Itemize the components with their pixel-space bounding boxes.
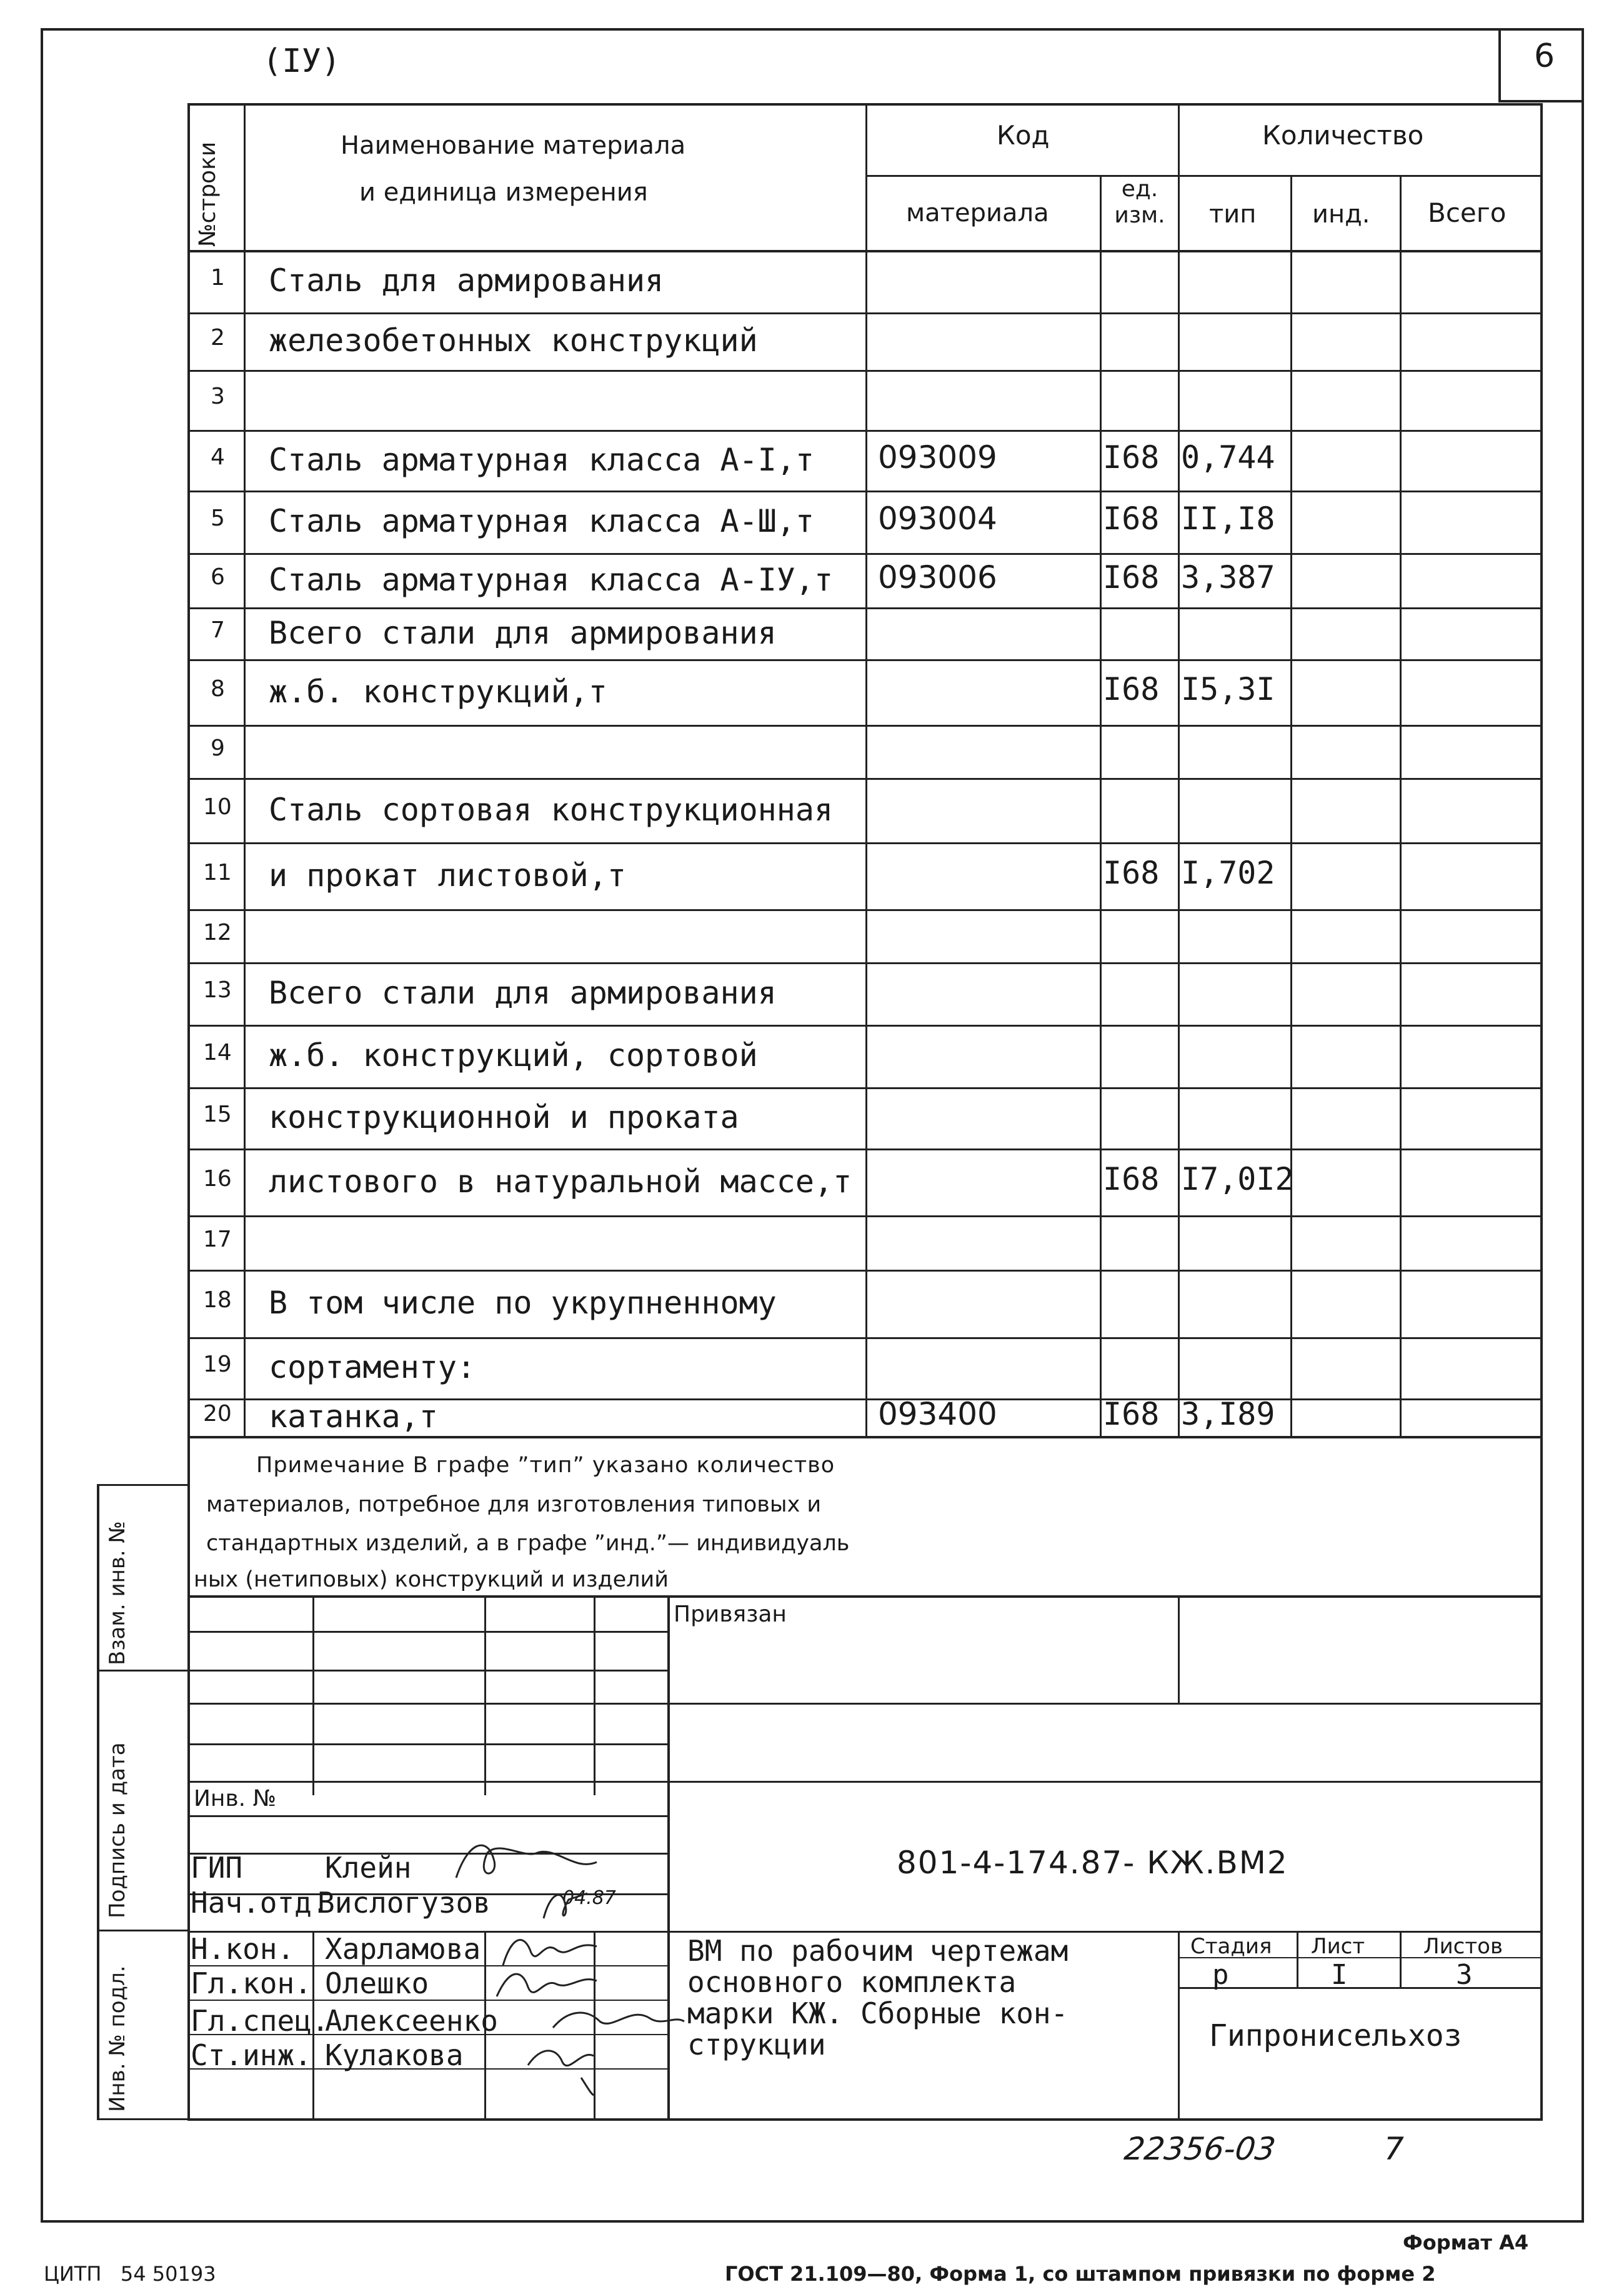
row-line bbox=[187, 1337, 1540, 1339]
row-unit: I68 bbox=[1103, 854, 1160, 891]
row-number: 7 bbox=[211, 617, 225, 643]
frame-bottom bbox=[41, 2220, 1584, 2223]
row-name: катанка,т bbox=[269, 1398, 438, 1435]
row-number: 9 bbox=[211, 735, 225, 761]
frame-top bbox=[41, 28, 1584, 31]
row-line bbox=[187, 491, 1540, 492]
row-name: ж.б. конструкций, сортовой bbox=[269, 1037, 758, 1074]
label-podpis-data: Подпись и дата bbox=[105, 1742, 130, 1918]
row-unit: I68 bbox=[1103, 559, 1160, 595]
row-line bbox=[187, 430, 1540, 432]
header-code: Код bbox=[997, 120, 1050, 151]
archive-number: 22356-03 bbox=[1122, 2131, 1278, 2167]
sheet-value: I bbox=[1331, 1959, 1348, 1991]
stage-row-2 bbox=[1178, 1987, 1540, 1989]
privyazan-label: Привязан bbox=[674, 1602, 787, 1627]
row-number: 18 bbox=[203, 1287, 232, 1313]
label-inv-podl: Инв. № подл. bbox=[105, 1965, 130, 2112]
archive-page: 7 bbox=[1384, 2131, 1404, 2167]
row-number: 5 bbox=[211, 506, 225, 531]
signature-st-inzh bbox=[525, 2034, 612, 2096]
row-number: 13 bbox=[203, 977, 232, 1003]
row-number: 20 bbox=[203, 1401, 232, 1427]
col-code bbox=[865, 103, 867, 1436]
row-name: Сталь для армирования bbox=[269, 262, 664, 299]
row-line bbox=[187, 370, 1540, 372]
row-line bbox=[187, 1087, 1540, 1089]
row-unit: I68 bbox=[1103, 439, 1160, 476]
row-name: ж.б. конструкций,т bbox=[269, 673, 607, 710]
sign-date: 04.87 bbox=[562, 1887, 616, 1909]
stamp-row-3 bbox=[667, 1931, 1540, 1933]
row-number: 1 bbox=[211, 265, 225, 291]
side-divider-2 bbox=[97, 1930, 187, 1931]
row-code: 093009 bbox=[878, 439, 997, 476]
signatory-gip-name: Клейн bbox=[325, 1851, 412, 1885]
row-line bbox=[187, 778, 1540, 780]
row-unit: I68 bbox=[1103, 501, 1160, 537]
side-panel-line bbox=[97, 1484, 99, 2120]
row-line bbox=[187, 725, 1540, 727]
row-name: В том числе по укрупненному bbox=[269, 1285, 777, 1321]
row-line bbox=[187, 659, 1540, 661]
side-panel-top bbox=[97, 1484, 187, 1486]
grid-row bbox=[187, 1815, 667, 1817]
row-line bbox=[187, 312, 1540, 314]
stamp-right bbox=[1540, 1595, 1543, 2120]
note-right bbox=[1540, 1436, 1543, 1595]
label-vzam-inv: Взам. инв. № bbox=[105, 1521, 130, 1665]
row-line bbox=[187, 553, 1540, 555]
row-number: 14 bbox=[203, 1040, 232, 1065]
signatory-gip-role: ГИП bbox=[191, 1851, 243, 1885]
row-code: 093004 bbox=[878, 501, 997, 537]
note-line-4: ных (нетиповых) конструкций и изделий bbox=[194, 1567, 669, 1592]
row-type: 3,I89 bbox=[1181, 1396, 1275, 1432]
description-line-2: основного комплекта bbox=[687, 1965, 1017, 1999]
stage-label: Стадия bbox=[1190, 1934, 1272, 1959]
grid-col bbox=[484, 1595, 486, 1795]
stamp-row-2 bbox=[667, 1781, 1540, 1783]
footer-right: ГОСТ 21.109—80, Форма 1, со штампом привязки по форме 2 bbox=[725, 2262, 1436, 2286]
description-line-1: ВМ по рабочим чертежам bbox=[687, 1934, 1069, 1968]
header-row-number: №строки bbox=[195, 141, 221, 247]
stamp-top bbox=[187, 1595, 1543, 1598]
table-bottom bbox=[187, 1436, 1543, 1438]
row-line bbox=[187, 842, 1540, 844]
row-name: Сталь арматурная класса А-IУ,т bbox=[269, 561, 834, 598]
header-qty-total: Всего bbox=[1428, 197, 1507, 228]
header-name-2: и единица измерения bbox=[359, 178, 648, 207]
row-code: 093400 bbox=[878, 1396, 997, 1432]
sheets-label: Листов bbox=[1423, 1934, 1503, 1959]
row-line bbox=[187, 1215, 1540, 1217]
signatory-gl-spec-role: Гл.спец. bbox=[191, 2004, 329, 2038]
description-line-3: марки КЖ. Сборные кон- bbox=[687, 1996, 1069, 2030]
row-name: и прокат листовой,т bbox=[269, 857, 626, 894]
row-line bbox=[187, 962, 1540, 964]
header-qty-ind: инд. bbox=[1312, 200, 1370, 229]
header-subdivider bbox=[865, 175, 1543, 177]
col-ind bbox=[1290, 175, 1292, 1436]
page-number: 6 bbox=[1534, 37, 1555, 75]
row-name: листового в натуральной массе,т bbox=[269, 1163, 852, 1200]
row-unit: I68 bbox=[1103, 670, 1160, 707]
row-name: Сталь арматурная класса А-I,т bbox=[269, 441, 814, 478]
signatory-n-kon-name: Харламова bbox=[325, 1932, 481, 1966]
signatory-gl-spec-name: Алексеенко bbox=[325, 2004, 498, 2038]
row-type: II,I8 bbox=[1181, 501, 1275, 537]
col-unit bbox=[1100, 175, 1102, 1436]
signature-gip bbox=[450, 1834, 600, 1884]
row-line bbox=[187, 1270, 1540, 1272]
header-qty-type: тип bbox=[1209, 200, 1257, 229]
row-number: 17 bbox=[203, 1226, 232, 1252]
row-code: 093006 bbox=[878, 559, 997, 595]
signatory-st-inzh-name: Кулакова bbox=[325, 2038, 464, 2072]
signatory-gl-kon-name: Олешко bbox=[325, 1966, 429, 2000]
inv-no-label: Инв. № bbox=[194, 1786, 277, 1811]
row-number: 10 bbox=[203, 794, 232, 820]
page-box-left bbox=[1498, 28, 1501, 102]
footer-left: ЦИТП 54 50193 bbox=[44, 2262, 216, 2286]
row-type: I7,0I2 bbox=[1181, 1160, 1294, 1197]
col-name bbox=[244, 103, 246, 1436]
frame-left bbox=[41, 28, 43, 2223]
row-name: Всего стали для армирования bbox=[269, 614, 777, 651]
row-unit: I68 bbox=[1103, 1396, 1160, 1432]
row-number: 11 bbox=[203, 859, 232, 885]
signatory-nach-otd-name: Вислогузов bbox=[317, 1886, 491, 1920]
grid-col bbox=[594, 1595, 595, 1795]
row-number: 15 bbox=[203, 1102, 232, 1127]
stamp-bottom bbox=[187, 2118, 1543, 2121]
sheets-value: 3 bbox=[1456, 1959, 1473, 1991]
row-name: конструкционной и проката bbox=[269, 1099, 739, 1135]
row-line bbox=[187, 909, 1540, 911]
side-panel-bottom bbox=[97, 2118, 187, 2120]
section-label: (IУ) bbox=[262, 42, 341, 80]
row-type: 0,744 bbox=[1181, 439, 1275, 476]
stage-col-3 bbox=[1400, 1931, 1402, 1988]
grid-col bbox=[312, 1595, 314, 1795]
document-code: 801-4-174.87- КЖ.ВМ2 bbox=[897, 1845, 1288, 1881]
stamp-left bbox=[187, 1436, 190, 2120]
row-type: I5,3I bbox=[1181, 670, 1275, 707]
col-right bbox=[1540, 103, 1543, 1438]
stamp-row-1 bbox=[667, 1703, 1540, 1705]
side-divider-1 bbox=[97, 1670, 187, 1672]
signatory-nach-otd-role: Нач.отд. bbox=[191, 1886, 329, 1920]
row-type: I,702 bbox=[1181, 854, 1275, 891]
row-number: 2 bbox=[211, 325, 225, 351]
row-name: железобетонных конструкций bbox=[269, 322, 758, 359]
row-number: 19 bbox=[203, 1352, 232, 1377]
row-line bbox=[187, 1148, 1540, 1150]
row-line bbox=[187, 607, 1540, 609]
organization-name: Гипронисельхоз bbox=[1209, 2018, 1462, 2053]
description-line-4: струкции bbox=[687, 2028, 826, 2061]
row-name: Всего стали для армирования bbox=[269, 975, 777, 1011]
header-quantity: Количество bbox=[1262, 120, 1424, 151]
note-line-3: стандартных изделий, а в графе ”инд.”— индивидуаль bbox=[206, 1531, 850, 1556]
row-number: 6 bbox=[211, 564, 225, 590]
header-code-unit: ед. изм. bbox=[1114, 176, 1165, 228]
note-line-2: материалов, потребное для изготовления типовых и bbox=[206, 1492, 822, 1517]
row-number: 8 bbox=[211, 675, 225, 702]
col-total bbox=[1400, 175, 1402, 1436]
signatory-n-kon-role: Н.кон. bbox=[191, 1932, 295, 1966]
row-number: 4 bbox=[211, 444, 225, 470]
sheet-label: Лист bbox=[1311, 1934, 1365, 1959]
stage-value: р bbox=[1212, 1959, 1229, 1991]
row-unit: I68 bbox=[1103, 1160, 1160, 1197]
col-qty bbox=[1178, 103, 1180, 1436]
stage-col-left bbox=[1178, 1931, 1180, 2118]
privyazan-right bbox=[1178, 1595, 1180, 1703]
stage-col-2 bbox=[1297, 1931, 1298, 1988]
row-type: 3,387 bbox=[1181, 559, 1275, 595]
row-name: Сталь арматурная класса А-Ш,т bbox=[269, 503, 814, 539]
stamp-mid-col bbox=[667, 1595, 670, 2120]
row-number: 12 bbox=[203, 919, 232, 945]
row-name: Сталь сортовая конструкционная bbox=[269, 791, 834, 828]
signatory-st-inzh-role: Ст.инж. bbox=[191, 2038, 312, 2072]
row-number: 3 bbox=[211, 384, 225, 409]
header-code-material: материала bbox=[906, 199, 1049, 227]
col-left bbox=[187, 103, 190, 1438]
row-number: 16 bbox=[203, 1165, 232, 1192]
page-box-bottom bbox=[1498, 100, 1584, 102]
header-name-1: Наименование материала bbox=[341, 131, 686, 160]
row-name: сортаменту: bbox=[269, 1349, 476, 1385]
signatory-gl-kon-role: Гл.кон. bbox=[191, 1966, 312, 2000]
row-line bbox=[187, 1025, 1540, 1027]
note-line-1: Примечание В графе ”тип” указано количество bbox=[256, 1453, 835, 1478]
frame-right bbox=[1582, 28, 1584, 2223]
signature-nach-otd bbox=[537, 1881, 594, 1925]
format-label: Формат А4 bbox=[1403, 2231, 1529, 2255]
